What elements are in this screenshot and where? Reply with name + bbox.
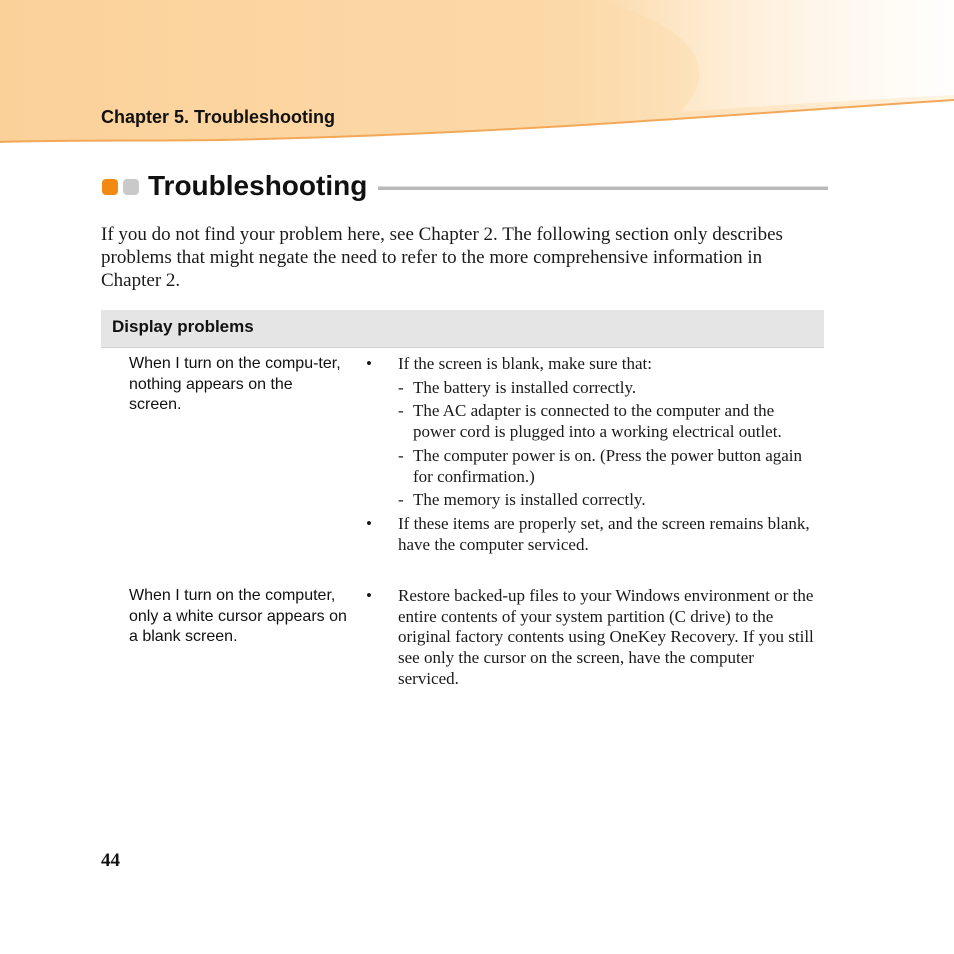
bullet-icon: • — [366, 586, 372, 605]
sub-item — [398, 490, 816, 511]
solution-list — [366, 354, 816, 558]
sub-item-text: The battery is installed correctly. — [413, 377, 637, 397]
table-header — [101, 310, 824, 348]
page-number: 44 — [101, 850, 120, 871]
chapter-title: Chapter 5. Troubleshooting — [101, 107, 336, 127]
bullet-icon: • — [366, 354, 372, 373]
sub-item — [398, 401, 816, 442]
dash-icon: - — [398, 490, 404, 510]
bullet-icon: • — [366, 513, 372, 533]
list-item — [366, 354, 816, 511]
sub-item-text: The memory is installed correctly. — [413, 490, 646, 510]
sub-item — [398, 446, 816, 487]
gray-square-icon — [123, 179, 139, 195]
solution-text: If these items are properly set, and the screen remains blank, have the computer serviced. — [398, 513, 810, 554]
problem-text: When I turn on the compu-ter, nothing appears on the screen. — [129, 355, 341, 414]
solution-list — [366, 586, 816, 693]
solution-text: Restore backed-up files to your Windows environment or the entire contents of your system partition (C drive) to the original factory contents using OneKey Recovery. If you still see only the cursor on the screen, have the computer serviced. — [398, 586, 814, 688]
orange-square-icon — [102, 179, 118, 195]
sub-item-text: The computer power is on. (Press the power button again for confirmation.) — [413, 445, 803, 486]
intro-paragraph: If you do not find your problem here, see Chapter 2. The following section only describes problems that might negate the need to refer to the more comprehensive information in Chapter 2. — [101, 224, 783, 291]
sub-item — [398, 378, 816, 399]
solution-text: If the screen is blank, make sure that: — [398, 354, 652, 373]
list-item — [366, 586, 816, 690]
dash-icon: - — [398, 401, 404, 421]
dash-icon: - — [398, 377, 404, 397]
table-header-label: Display problems — [112, 317, 254, 336]
list-item — [366, 514, 816, 555]
section-title: Troubleshooting — [148, 170, 368, 201]
section-heading — [101, 170, 828, 206]
problem-text: When I turn on the computer, only a white cursor appears on a blank screen. — [129, 587, 347, 646]
heading-rule — [378, 186, 828, 190]
sub-item-text: The AC adapter is connected to the computer and the power cord is plugged into a working electrical outlet. — [413, 401, 782, 442]
dash-icon: - — [398, 445, 404, 465]
